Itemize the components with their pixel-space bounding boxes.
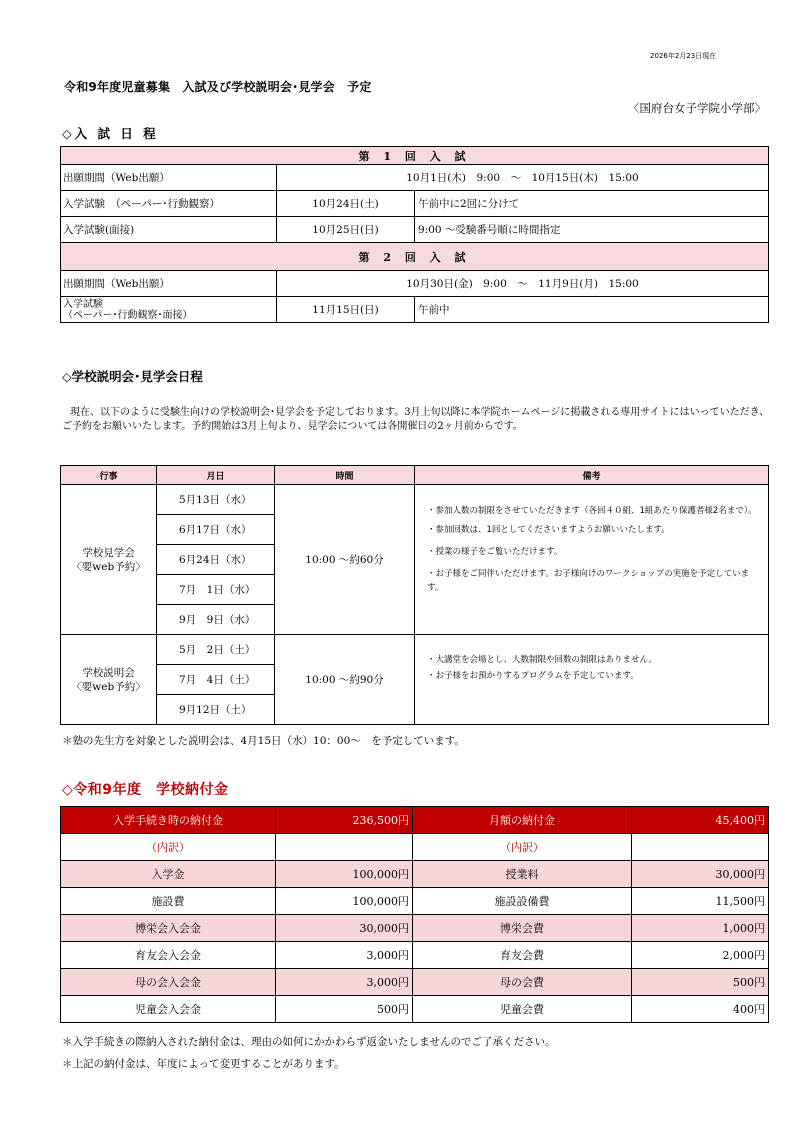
- round2-exam-label-line2: （ペーパー･行動観察･面接）: [63, 309, 193, 321]
- table-row: [61, 191, 769, 217]
- as-of-date: 2026年2月23日現在: [650, 52, 717, 60]
- session-remark: ・大講堂を会場とし、人数制限や回数の制限はありません。: [427, 655, 658, 665]
- session-date: 9月12日（土）: [157, 695, 275, 725]
- table-row: [61, 969, 769, 996]
- table-row: [61, 271, 769, 297]
- session-time: 10:00 ～約90分: [275, 635, 415, 725]
- cram-school-note: ＊塾の先生方を対象とした説明会は、4月15日（水）10：00～ を予定しています。: [62, 735, 465, 747]
- header-date: 月日: [157, 466, 275, 485]
- table-row: [61, 147, 769, 165]
- school-name: 〈国府台女子学院小学部〉: [628, 101, 766, 115]
- table-row: [61, 942, 769, 969]
- fee-name-right: 授業料: [413, 861, 632, 888]
- table-row: [61, 635, 769, 665]
- visit-remark: ・お子様をご同伴いただけます。お子様向けのワークショップの実施を予定しています。: [427, 569, 750, 593]
- fee-name-right: 児童会費: [413, 996, 632, 1023]
- table-header-row: [61, 466, 769, 485]
- round1-written-label: 入学試験 （ペーパー･行動観察）: [61, 191, 277, 217]
- round1-application-period: 10月1日(木) 9:00 ～ 10月15日(木) 15:00: [277, 165, 769, 191]
- session-event-cell: [61, 635, 157, 725]
- visit-remarks: [415, 485, 769, 635]
- fee-name-right: （内訳）: [413, 834, 632, 861]
- visit-date: 7月 1日（水）: [157, 575, 275, 605]
- session-event-note: 〈要web予約〉: [71, 680, 146, 693]
- table-row: [61, 861, 769, 888]
- visit-date: 6月24日（水）: [157, 545, 275, 575]
- visit-remark: ・授業の様子をご覧いただけます。: [427, 547, 563, 557]
- fee-name-right: 博栄会費: [413, 915, 632, 942]
- page-title: 令和9年度児童募集 入試及び学校説明会･見学会 予定: [64, 80, 372, 94]
- exam-schedule-table: [60, 146, 769, 323]
- fee-amount-left: 500円: [276, 996, 413, 1023]
- exam-schedule-heading: ◇入 試 日 程: [62, 126, 159, 141]
- fee-name-right: 母の会費: [413, 969, 632, 996]
- table-row: [61, 996, 769, 1023]
- table-row: [61, 915, 769, 942]
- visit-remark: ・参加人数の制限をさせていただきます（各回４０組、1組あたり保護者様2名まで）。: [427, 506, 757, 516]
- table-row: [61, 217, 769, 243]
- round2-exam-label: [61, 297, 277, 323]
- table-row: [61, 807, 769, 834]
- table-row: [61, 165, 769, 191]
- round1-interview-label: 入学試験(面接): [61, 217, 277, 243]
- header-remarks: 備考: [415, 466, 769, 485]
- table-row: [61, 888, 769, 915]
- session-remarks: [415, 635, 769, 725]
- round1-written-date: 10月24日(土): [277, 191, 415, 217]
- fee-name-left: 入学金: [61, 861, 276, 888]
- fee-name-right: 育友会費: [413, 942, 632, 969]
- round1-written-note: 午前中に2回に分けて: [415, 191, 769, 217]
- fee-name-left: 母の会入会金: [61, 969, 276, 996]
- fee-amount-right: 1,000円: [632, 915, 769, 942]
- fee-amount-left: [276, 834, 413, 861]
- fee-amount-right: 11,500円: [632, 888, 769, 915]
- fee-name-left: （内訳）: [61, 834, 276, 861]
- fee-name-left: 育友会入会金: [61, 942, 276, 969]
- fee-name-right: 月額の納付金: [413, 807, 632, 834]
- visit-time: 10:00 ～約60分: [275, 485, 415, 635]
- round2-application-period: 10月30日(金) 9:00 ～ 11月9日(月) 15:00: [277, 271, 769, 297]
- visit-event-note: 〈要web予約〉: [71, 560, 146, 573]
- round2-application-label: 出願期間（Web出願）: [61, 271, 277, 297]
- briefing-schedule-table: [60, 465, 769, 725]
- fee-name-left: 児童会入会金: [61, 996, 276, 1023]
- fee-amount-right: 400円: [632, 996, 769, 1023]
- fees-table: [60, 806, 769, 1023]
- fee-name-left: 入学手続き時の納付金: [61, 807, 276, 834]
- round2-band: 第 2 回 入 試: [61, 243, 769, 271]
- fee-name-left: 施設費: [61, 888, 276, 915]
- change-note: ＊上記の納付金は、年度によって変更することがあります。: [62, 1058, 345, 1070]
- fee-amount-left: 3,000円: [276, 969, 413, 996]
- round1-interview-note: 9:00 ～受験番号順に時間指定: [415, 217, 769, 243]
- refund-note: ＊入学手続きの際納入された納付金は、理由の如何にかかわらず返金いたしませんのでご了承ください。: [62, 1036, 556, 1048]
- round1-band: 第 1 回 入 試: [61, 147, 769, 165]
- header-time: 時間: [275, 466, 415, 485]
- table-row: [61, 243, 769, 271]
- visit-date: 5月13日（水）: [157, 485, 275, 515]
- fee-name-left: 博栄会入会金: [61, 915, 276, 942]
- fee-amount-right: 30,000円: [632, 861, 769, 888]
- round1-interview-date: 10月25日(日): [277, 217, 415, 243]
- fee-amount-right: 500円: [632, 969, 769, 996]
- round2-exam-date: 11月15日(日): [277, 297, 415, 323]
- visit-event-name: 学校見学会: [82, 546, 135, 559]
- table-row: [61, 297, 769, 323]
- fee-amount-left: 3,000円: [276, 942, 413, 969]
- header-event: 行事: [61, 466, 157, 485]
- fee-amount-left: 236,500円: [276, 807, 413, 834]
- table-row: [61, 834, 769, 861]
- session-event-name: 学校説明会: [82, 666, 135, 679]
- visit-date: 9月 9日（水）: [157, 605, 275, 635]
- fee-amount-left: 30,000円: [276, 915, 413, 942]
- briefing-intro: 現在、以下のように受験生向けの学校説明会･見学会を予定しております。3月上旬以降に本学院ホームページに掲載される専用サイトにはいっていただき、ご予約をお願いいたします。予約開始は3月上旬より、見学会については各開催日の2ヶ月前からです。: [62, 407, 770, 432]
- briefing-schedule-heading: ◇学校説明会･見学会日程: [62, 369, 203, 384]
- round2-exam-label-line1: 入学試験: [63, 298, 103, 310]
- session-date: 5月 2日（土）: [157, 635, 275, 665]
- table-row: [61, 485, 769, 515]
- fee-amount-right: [632, 834, 769, 861]
- visit-remark: ・参加回数は、1回としてくださいますようお願いいたします。: [427, 525, 670, 535]
- visit-date: 6月17日（水）: [157, 515, 275, 545]
- fees-heading: ◇令和9年度 学校納付金: [62, 782, 229, 798]
- round1-application-label: 出願期間（Web出願）: [61, 165, 277, 191]
- fee-amount-left: 100,000円: [276, 861, 413, 888]
- fee-amount-left: 100,000円: [276, 888, 413, 915]
- visit-event-cell: [61, 485, 157, 635]
- fee-amount-right: 45,400円: [632, 807, 769, 834]
- round2-exam-note: 午前中: [415, 297, 769, 323]
- fee-amount-right: 2,000円: [632, 942, 769, 969]
- fee-name-right: 施設設備費: [413, 888, 632, 915]
- session-date: 7月 4日（土）: [157, 665, 275, 695]
- session-remark: ・お子様をお預かりするプログラムを予定しています。: [427, 671, 639, 681]
